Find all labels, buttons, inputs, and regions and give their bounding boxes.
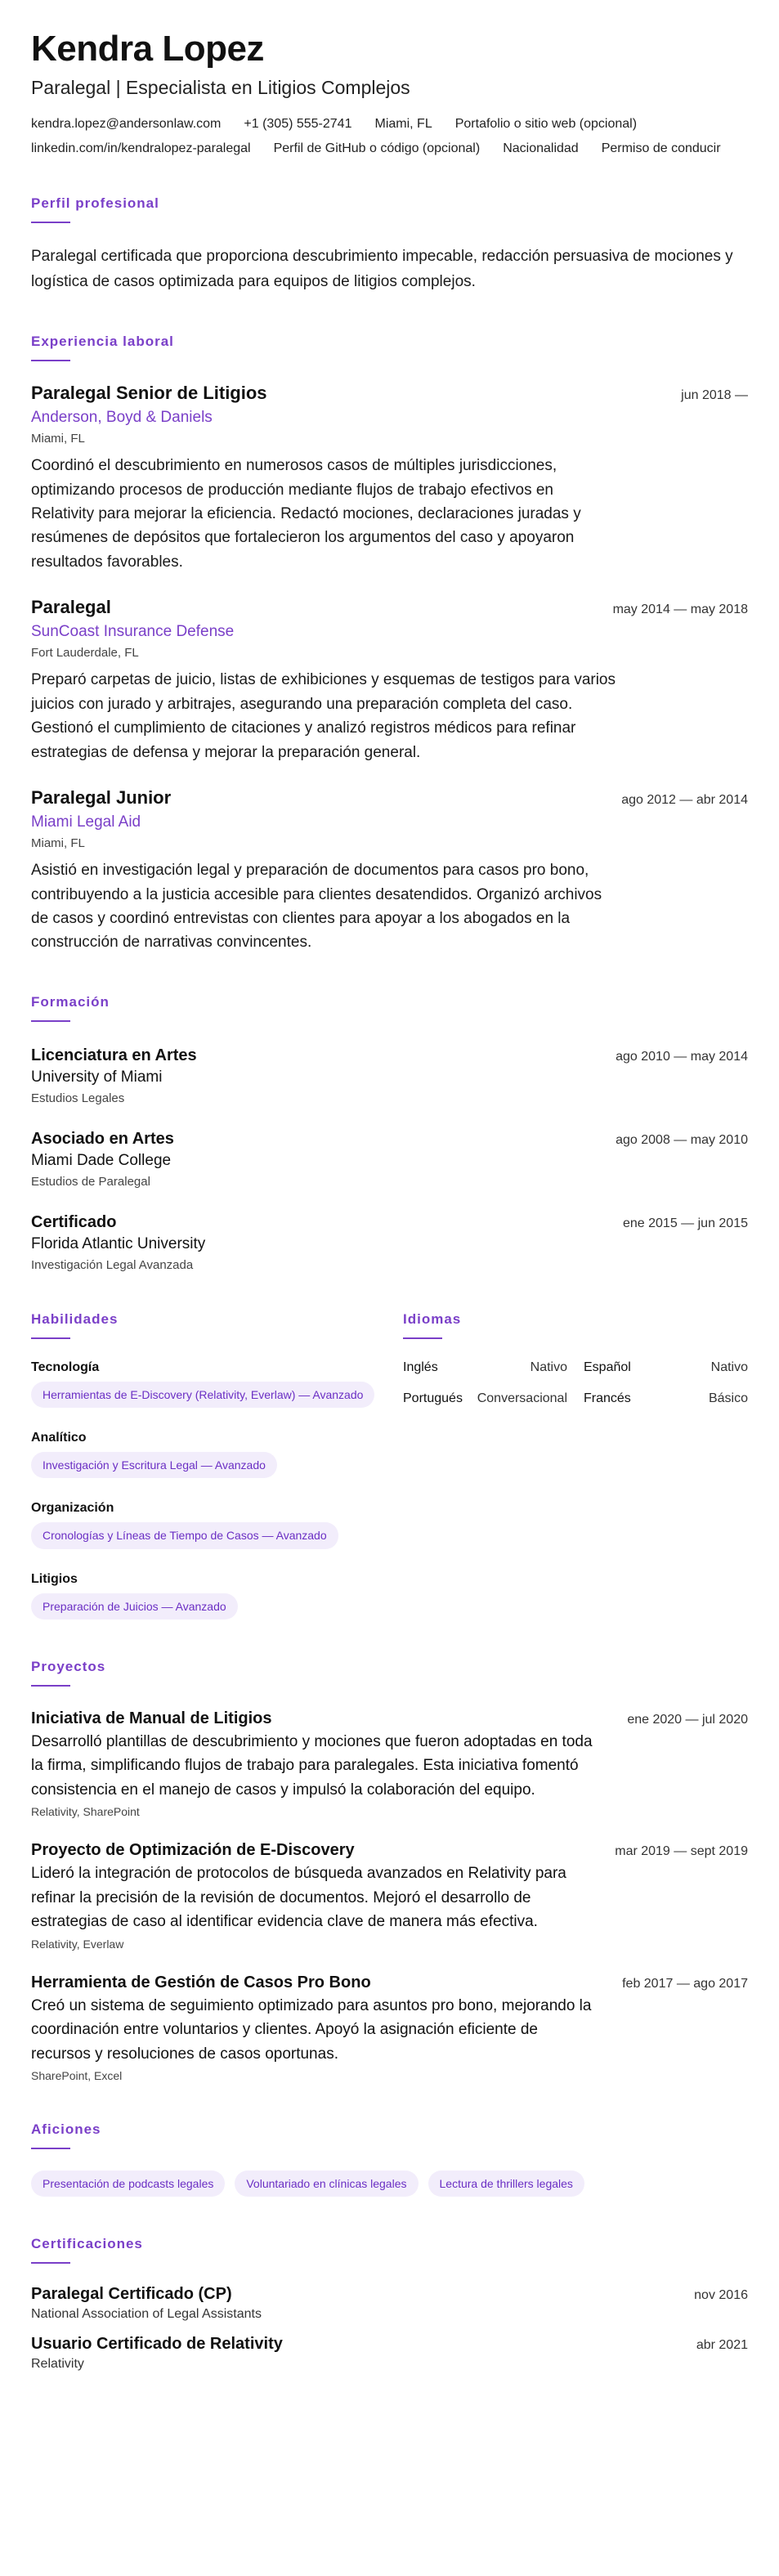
- job-title: Paralegal: [31, 597, 111, 618]
- job-title: Paralegal Junior: [31, 787, 172, 809]
- education-section: [31, 994, 748, 1272]
- certifications-section: [31, 2236, 748, 2372]
- skill-tag: Cronologías y Líneas de Tiempo de Casos — Avanzado: [31, 1522, 338, 1548]
- profile-summary: Paralegal certificada que proporciona descubrimiento impecable, redacción persuasiva de mociones y logística de casos optimizada para equipos de litigios complejos.: [31, 248, 733, 290]
- project-entry: [31, 1841, 748, 1950]
- project-date: ene 2020 — jul 2020: [627, 1713, 748, 1727]
- skill-category: Analítico: [31, 1431, 87, 1445]
- projects-section: [31, 1659, 748, 2082]
- project-title: Proyecto de Optimización de E-Discovery: [31, 1841, 355, 1860]
- project-description: Desarrolló plantillas de descubrimiento y mociones que fueron adoptadas en toda la firma, simplificando flujos de trabajo para paralegales. Esta iniciativa fomentó consistencia en el manejo de casos y impulsó la colaboración del equipo.: [31, 1733, 593, 1799]
- languages-grid: [403, 1360, 748, 1406]
- company-name[interactable]: Anderson, Boyd & Daniels: [31, 409, 213, 427]
- certification-entry: [31, 2285, 748, 2322]
- skill-tag: Investigación y Escritura Legal — Avanzado: [31, 1452, 277, 1478]
- school-name: Florida Atlantic University: [31, 1234, 206, 1252]
- field-of-study: Estudios Legales: [31, 1091, 125, 1105]
- language-item: [584, 1360, 748, 1375]
- section-heading: Experiencia laboral: [31, 334, 748, 361]
- certification-issuer: Relativity: [31, 2357, 84, 2372]
- job-date: may 2014 — may 2018: [612, 603, 748, 617]
- project-entry: [31, 1973, 748, 2082]
- contact-nationality: Nacionalidad: [503, 141, 579, 156]
- job-location: Miami, FL: [31, 836, 85, 851]
- contact-email[interactable]: kendra.lopez@andersonlaw.com: [31, 117, 222, 132]
- contact-github[interactable]: Perfil de GitHub o código (opcional): [273, 141, 481, 156]
- field-of-study: Estudios de Paralegal: [31, 1174, 150, 1189]
- certification-entry: [31, 2335, 748, 2372]
- field-of-study: Investigación Legal Avanzada: [31, 1257, 194, 1272]
- school-name: Miami Dade College: [31, 1151, 172, 1169]
- hobby-tag: Lectura de thrillers legales: [428, 2171, 584, 2197]
- contact-phone[interactable]: +1 (305) 555-2741: [244, 117, 352, 132]
- contact-location: Miami, FL: [374, 117, 432, 132]
- hobbies-list: [31, 2171, 748, 2197]
- education-date: ago 2010 — may 2014: [616, 1049, 748, 1064]
- section-heading: Perfil profesional: [31, 195, 748, 223]
- job-location: Fort Lauderdale, FL: [31, 646, 139, 661]
- language-level: Conversacional: [477, 1391, 567, 1405]
- language-item: [584, 1391, 748, 1406]
- certification-title: Paralegal Certificado (CP): [31, 2285, 232, 2304]
- contact-driving-license: Permiso de conducir: [601, 141, 721, 156]
- skill-category: Tecnología: [31, 1360, 100, 1374]
- contact-linkedin[interactable]: linkedin.com/in/kendralopez-paralegal: [31, 141, 251, 156]
- language-level: Básico: [708, 1391, 748, 1405]
- project-description: Creó un sistema de seguimiento optimizado para asuntos pro bono, mejorando la coordinación entre voluntarios y clientes. Apoyó la asignación eficiente de recursos y resoluciones de casos oportunas.: [31, 1996, 592, 2063]
- certification-date: nov 2016: [694, 2288, 748, 2303]
- skills-languages-row: [31, 1311, 748, 1620]
- company-name[interactable]: Miami Legal Aid: [31, 813, 141, 831]
- project-tech: SharePoint, Excel: [31, 2068, 123, 2082]
- job-description: Preparó carpetas de juicio, listas de exhibiciones y esquemas de testigos para varios juicios con jurado y arbitrajes, asegurando una preparación completa del caso. Gestionó el cumplimiento de citaciones y analizó registros médicos para refinar estrategias de defensa y mejorar la preparación general.: [31, 671, 616, 761]
- education-entry: [31, 1130, 748, 1189]
- language-level: Nativo: [710, 1360, 748, 1374]
- section-heading: Habilidades: [31, 1311, 403, 1339]
- language-item: [403, 1360, 567, 1375]
- experience-entry: [31, 787, 748, 955]
- job-location: Miami, FL: [31, 432, 85, 446]
- section-heading: Formación: [31, 994, 748, 1022]
- project-date: mar 2019 — sept 2019: [615, 1844, 748, 1859]
- skill-category: Organización: [31, 1501, 114, 1516]
- language-name: Inglés: [403, 1360, 438, 1374]
- job-date: jun 2018 —: [681, 388, 748, 403]
- hobby-tag: Presentación de podcasts legales: [31, 2171, 225, 2197]
- education-date: ene 2015 — jun 2015: [622, 1216, 748, 1230]
- education-entry: [31, 1213, 748, 1272]
- education-date: ago 2008 — may 2010: [616, 1132, 748, 1147]
- job-date: ago 2012 — abr 2014: [621, 793, 748, 808]
- languages-section: [403, 1311, 748, 1620]
- skills-section: [31, 1311, 403, 1620]
- language-name: Francés: [584, 1391, 631, 1405]
- project-date: feb 2017 — ago 2017: [622, 1976, 748, 1991]
- candidate-title: Paralegal | Especialista en Litigios Complejos: [31, 77, 410, 99]
- certification-title: Usuario Certificado de Relativity: [31, 2335, 283, 2354]
- language-item: [403, 1391, 567, 1406]
- school-name: University of Miami: [31, 1068, 163, 1086]
- project-title: Iniciativa de Manual de Litigios: [31, 1709, 272, 1728]
- hobbies-section: [31, 2121, 748, 2197]
- language-name: Español: [584, 1360, 631, 1374]
- section-heading: Proyectos: [31, 1659, 748, 1687]
- skill-tag: Preparación de Juicios — Avanzado: [31, 1593, 238, 1620]
- job-description: Coordinó el descubrimiento en numerosos casos de múltiples jurisdicciones, optimizando procesos de producción mediante flujos de trabajo efectivos en Relativity para mejorar la eficiencia. Redactó mociones, declaraciones juradas y resúmenes de depósitos que fortalecieron los argumentos del caso y apoyaron resultados favorables.: [31, 457, 581, 571]
- experience-entry: [31, 383, 748, 574]
- experience-entry: [31, 597, 748, 764]
- hobby-tag: Voluntariado en clínicas legales: [235, 2171, 418, 2197]
- section-heading: Aficiones: [31, 2121, 748, 2149]
- job-description: Asistió en investigación legal y preparación de documentos para casos pro bono, contribuyendo a la justicia accesible para clientes desatendidos. Organizó archivos de casos y coordinó entrevistas con clientes para apoyar a los abogados en la construcción de narrativas convincentes.: [31, 862, 602, 952]
- section-heading: Certificaciones: [31, 2236, 748, 2264]
- language-name: Portugués: [403, 1391, 463, 1405]
- degree-title: Licenciatura en Artes: [31, 1046, 197, 1064]
- language-level: Nativo: [530, 1360, 567, 1374]
- candidate-name: Kendra Lopez: [31, 29, 264, 69]
- section-heading: Idiomas: [403, 1311, 748, 1339]
- skill-tag: Herramientas de E-Discovery (Relativity, Everlaw) — Avanzado: [31, 1382, 374, 1408]
- project-tech: Relativity, SharePoint: [31, 1805, 140, 1819]
- contact-portfolio[interactable]: Portafolio o sitio web (opcional): [454, 117, 638, 132]
- certification-issuer: National Association of Legal Assistants: [31, 2307, 262, 2322]
- experience-section: [31, 334, 748, 955]
- job-title: Paralegal Senior de Litigios: [31, 383, 267, 404]
- project-title: Herramienta de Gestión de Casos Pro Bono: [31, 1973, 371, 1991]
- company-name[interactable]: SunCoast Insurance Defense: [31, 623, 235, 641]
- project-entry: [31, 1709, 748, 1818]
- skill-category: Litigios: [31, 1571, 78, 1586]
- degree-title: Asociado en Artes: [31, 1129, 174, 1148]
- education-entry: [31, 1046, 748, 1105]
- project-description: Lideró la integración de protocolos de búsqueda avanzados en Relativity para refinar la precisión de la revisión de documentos. Mejoró el desarrollo de estrategias de caso al identificar evidencia clave de manera más efectiva.: [31, 1865, 566, 1931]
- contact-info: [31, 117, 748, 156]
- degree-title: Certificado: [31, 1212, 117, 1231]
- project-tech: Relativity, Everlaw: [31, 1937, 124, 1951]
- profile-section: [31, 195, 748, 294]
- certification-date: abr 2021: [696, 2338, 748, 2353]
